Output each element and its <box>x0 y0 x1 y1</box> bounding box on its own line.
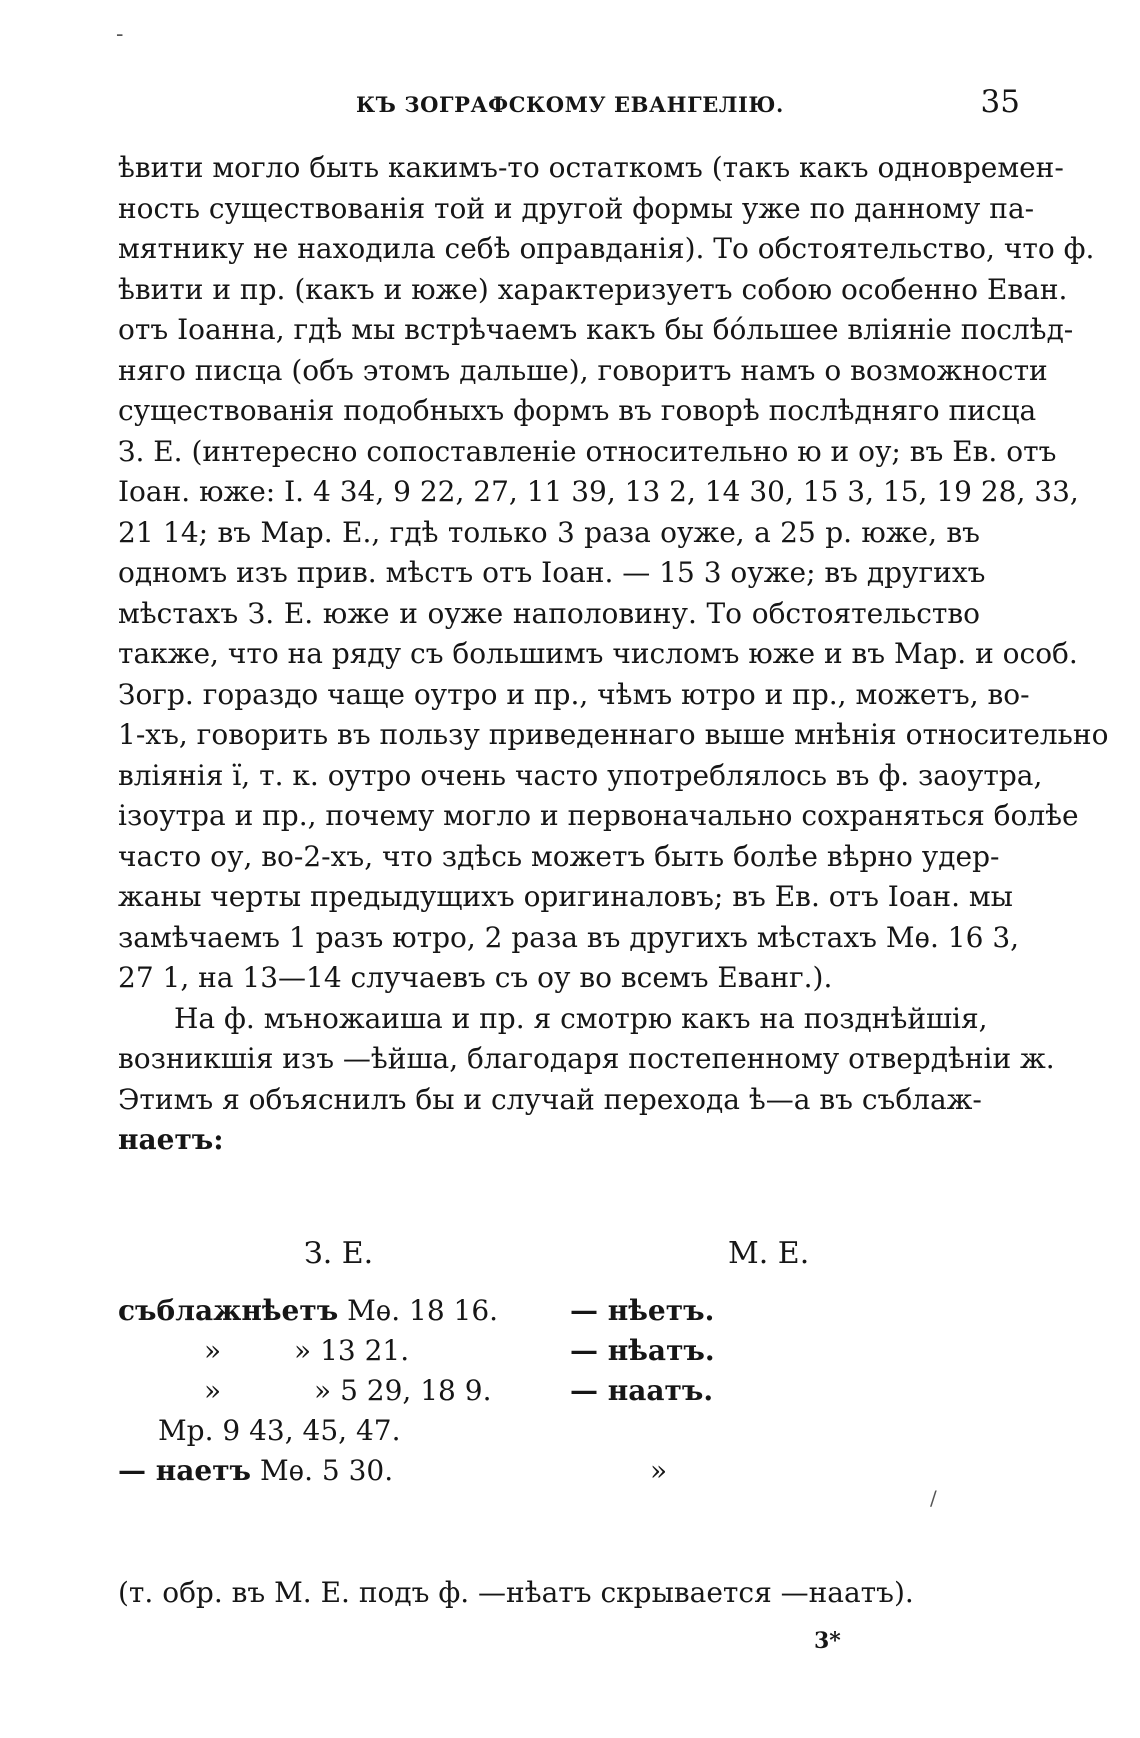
row-me-form: — нѣатъ. <box>570 1334 715 1367</box>
row-word: съблажнѣетъ <box>118 1294 339 1327</box>
text-line: 27 1, на 13—14 случаевъ съ оу во всемъ Еванг.). <box>118 961 833 994</box>
text-line: З. Е. (интересно сопоставленіе относительно ю и оу; въ Ев. отъ <box>118 434 1057 468</box>
stray-mark: / <box>930 1486 937 1510</box>
row-reference: Мѳ. 5 30. <box>259 1454 394 1487</box>
text-line: замѣчаемъ 1 разъ ютро, 2 раза въ другихъ мѣстахъ Мѳ. 16 3, <box>118 920 1020 954</box>
text-line: няго писца (объ этомъ дальше), говоритъ намъ о возможности <box>118 353 1048 387</box>
row-reference: » 13 21. <box>294 1334 410 1367</box>
running-head <box>120 84 1020 124</box>
row-word: — наетъ <box>118 1454 252 1487</box>
text-line: ѣвити и пр. (какъ и юже) характеризуетъ собою особенно Еван. <box>118 272 1068 306</box>
text-line: ізоутра и пр., почему могло и первоначально сохраняться болѣе <box>118 799 1079 832</box>
row-reference: Мѳ. 18 16. <box>347 1294 499 1327</box>
table-row <box>118 1294 498 1327</box>
text-line: вліянія ї, т. к. оутро очень часто употреблялось въ ф. заоутра, <box>118 758 1043 792</box>
row-me-form: — нѣетъ. <box>570 1294 715 1327</box>
signature-mark: 3* <box>814 1628 841 1654</box>
table-row <box>204 1334 409 1367</box>
row-reference: » 5 29, 18 9. <box>314 1374 492 1407</box>
column-header-ze: З. Е. <box>304 1236 374 1271</box>
running-title: КЪ ЗОГРАФСКОМУ ЕВАНГЕЛІЮ. <box>356 92 784 117</box>
text-line: 1-хъ, говорить въ пользу приведеннаго выше мнѣнія относительно <box>118 718 1109 751</box>
text-line: возникшія изъ —ѣйша, благодаря постепенному отвердѣніи ж. <box>118 1042 1055 1075</box>
text-line: часто оу, во-2-хъ, что здѣсь можетъ быть болѣе вѣрно удер- <box>118 839 1000 873</box>
column-header-me: М. Е. <box>728 1236 810 1271</box>
row-ditto-mark: » <box>204 1374 222 1407</box>
text-line: мятнику не находила себѣ оправданія). То обстоятельство, что ф. <box>118 232 1095 265</box>
text-line: Іоан. юже: І. 4 34, 9 22, 27, 11 39, 13 2, 14 30, 15 3, 15, 19 28, 33, <box>118 475 1079 508</box>
page-number: 35 <box>980 84 1020 120</box>
text-line: Этимъ я объяснилъ бы и случай перехода ѣ—а въ съблаж- <box>118 1082 982 1116</box>
text-line: 21 14; въ Мар. Е., гдѣ только 3 раза оуже, а 25 р. юже, въ <box>118 515 980 549</box>
table-row <box>204 1374 491 1407</box>
text-line: также, что на ряду съ большимъ числомъ юже и въ Мар. и особ. <box>118 637 1078 670</box>
text-line: На ф. мъножаиша и пр. я смотрю какъ на позднѣйшія, <box>174 1001 988 1035</box>
row-ditto-mark: » <box>650 1454 668 1487</box>
text-line: мѣстахъ З. Е. юже и оуже наполовину. То обстоятельство <box>118 596 980 630</box>
table-row <box>118 1454 393 1487</box>
text-line: отъ Іоанна, гдѣ мы встрѣчаемъ какъ бы бóльшее вліяніе послѣд- <box>118 313 1074 346</box>
text-line: наетъ: <box>118 1123 224 1156</box>
text-line: жаны черты предыдущихъ оригиналовъ; въ Ев. отъ Іоан. мы <box>118 880 1013 913</box>
text-line: ѣвити могло быть какимъ-то остаткомъ (такъ какъ одновремен- <box>118 151 1064 184</box>
top-margin-mark: - <box>116 22 124 47</box>
text-line: существованія подобныхъ формъ въ говорѣ послѣдняго писца <box>118 394 1037 427</box>
body-text <box>118 148 1109 1161</box>
row-ditto-mark: » <box>204 1334 222 1367</box>
row-me-form: — наатъ. <box>570 1374 714 1407</box>
footnote-line: (т. обр. въ М. Е. подъ ф. —нѣатъ скрывается —наатъ). <box>118 1576 914 1609</box>
text-line: одномъ изъ прив. мѣстъ отъ Іоан. — 15 3 оуже; въ другихъ <box>118 556 986 589</box>
text-line: ность существованія той и другой формы уже по данному па- <box>118 191 1035 225</box>
extra-reference: Мр. 9 43, 45, 47. <box>158 1414 401 1447</box>
text-line: Зогр. гораздо чаще оутро и пр., чѣмъ ютро и пр., можетъ, во- <box>118 677 1030 711</box>
